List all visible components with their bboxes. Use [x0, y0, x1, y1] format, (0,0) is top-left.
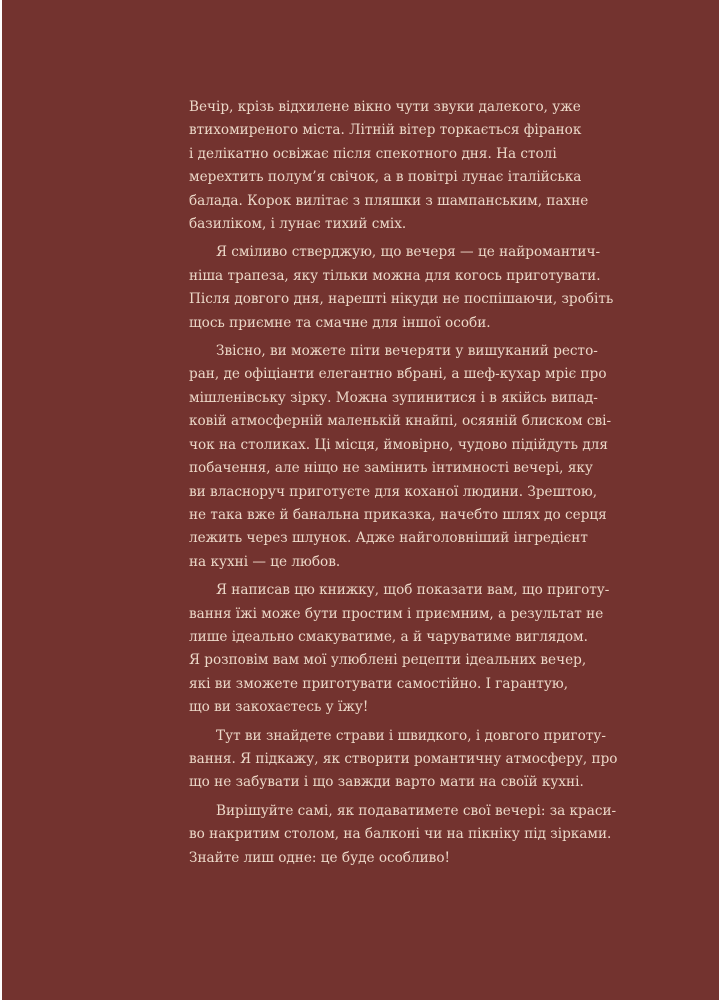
text-line: базиліком, і лунає тихий сміх. — [189, 216, 407, 233]
text-line: Знайте лиш одне: це буде особливо! — [189, 849, 450, 866]
paragraph-5 — [189, 725, 618, 795]
text-line: мішленівську зірку. Можна зупинитися і в якійсь випад- — [189, 389, 598, 406]
text-line: і делікатно освіжає після спекотного дня. На столі — [189, 145, 557, 162]
text-line: які ви зможете приготувати самостійно. І гарантую, — [189, 675, 569, 692]
text-line: Я сміливо стверджую, що вечеря — це найромантич- — [216, 244, 601, 261]
text-line: втихомиреного міста. Літній вітер торкається фіранок — [189, 122, 582, 139]
book-page — [2, 0, 719, 1000]
text-line: на кухні — це любов. — [189, 553, 341, 570]
text-line: Тут ви знайдете страви і швидкого, і довгого приготу- — [216, 727, 606, 744]
text-line: чок на столиках. Ці місця, ймовірно, чудово підійдуть для — [189, 436, 608, 453]
paragraph-1 — [189, 96, 589, 236]
text-line: вання їжі може бути простим і приємним, а результат не — [189, 605, 604, 622]
text-line: во накритим столом, на балконі чи на пікніку під зірками. — [189, 826, 612, 843]
text-line: Вечір, крізь відхилене вікно чути звуки далекого, уже — [189, 99, 581, 115]
text-line: ви власноруч приготуєте для коханої людини. Зрештою, — [189, 483, 598, 500]
text-line: Я написав цю книжку, щоб показати вам, що приготу- — [216, 582, 610, 599]
paragraph-6 — [189, 800, 617, 870]
paragraph-3 — [189, 340, 612, 574]
text-line: лише ідеально смакуватиме, а й чаруватиме виглядом. — [189, 628, 588, 645]
text-line: Я розповім вам мої улюблені рецепти ідеальних вечер, — [189, 652, 587, 669]
text-line: щось приємне та смачне для іншої особи. — [189, 314, 491, 331]
text-line: балада. Корок вилітає з пляшки з шампанським, пахне — [189, 192, 589, 209]
paragraph-2 — [189, 241, 614, 335]
text-line: ран, де офіціанти елегантно вбрані, а шеф-кухар мріє про — [189, 366, 607, 383]
text-line: вання. Я підкажу, як створити романтичну атмосферу, про — [189, 750, 618, 767]
text-line: ніша трапеза, яку тільки можна для когось приготувати. — [189, 267, 601, 284]
text-line: що ви закохаєтесь у їжу! — [189, 699, 369, 716]
paragraph-4 — [189, 579, 610, 719]
text-line: Після довгого дня, нарешті нікуди не поспішаючи, зробіть — [189, 291, 614, 308]
text-line: Звісно, ви можете піти вечеряти у вишуканий ресто- — [216, 343, 598, 360]
text-line: не така вже й банальна приказка, начебто шлях до серця — [189, 506, 607, 523]
text-line: що не забувати і що завжди варто мати на своїй кухні. — [189, 774, 584, 791]
text-line: мерехтить полум’я свічок, а в повітрі лунає італійська — [189, 169, 582, 186]
text-line: ковій атмосферній маленькій кнайпі, осяяній блиском сві- — [189, 413, 612, 430]
text-line: побачення, але ніщо не замінить інтимності вечері, яку — [189, 460, 593, 477]
text-line: лежить через шлунок. Адже найголовніший інгредієнт — [189, 530, 588, 547]
body-text — [189, 96, 618, 875]
text-line: Вирішуйте самі, як подаватимете свої вечері: за краси- — [216, 802, 617, 819]
